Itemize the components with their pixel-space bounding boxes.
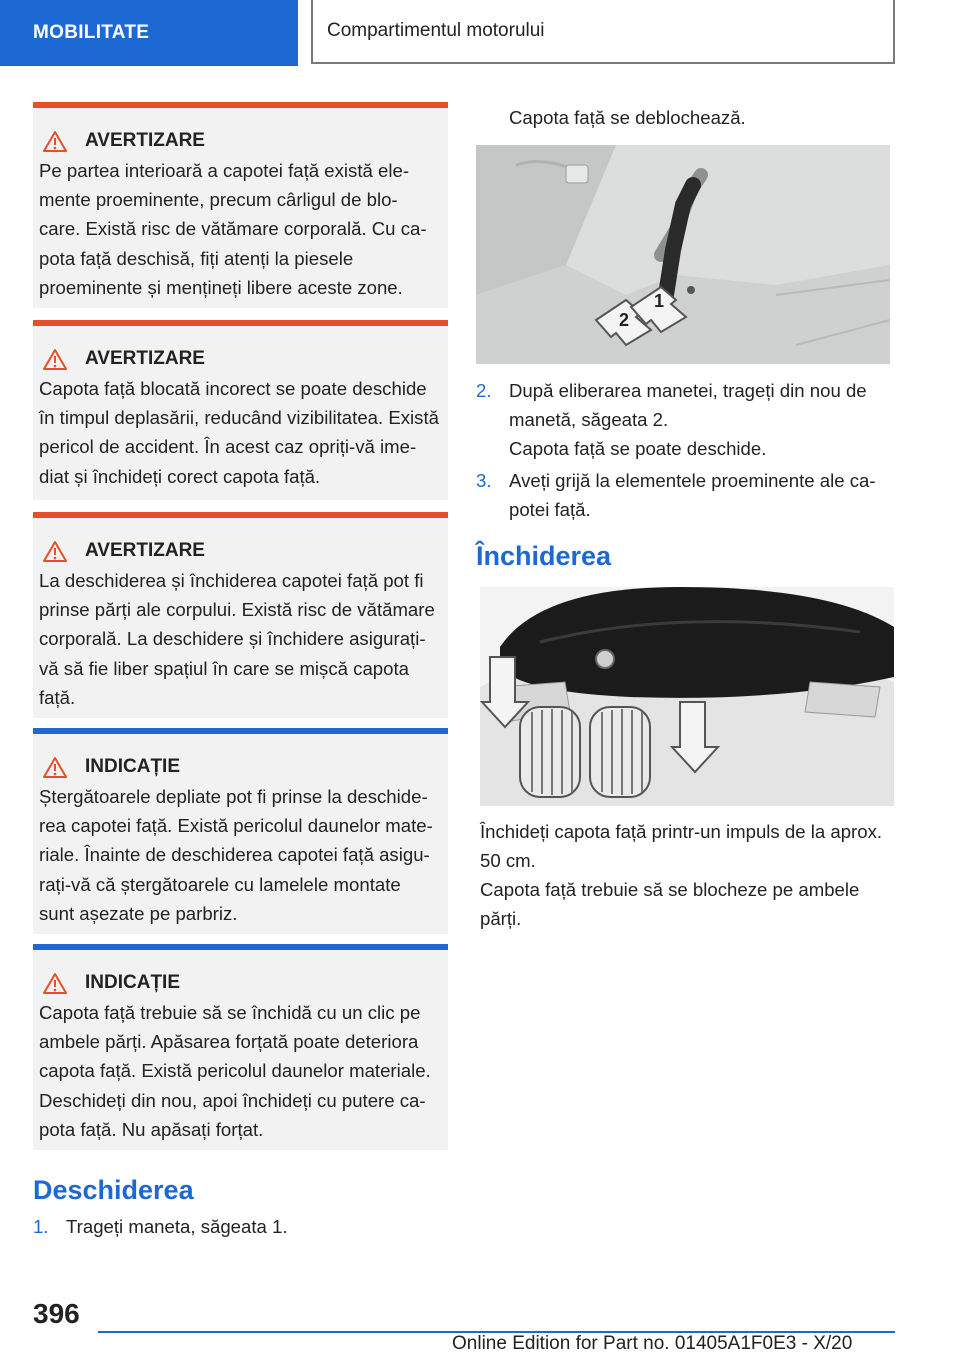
text-line: Trageți maneta, săgeata 1. [66,1216,288,1237]
step-number: 2. [476,380,492,401]
closing-paragraph-1 [480,817,900,875]
box-text [39,782,438,928]
text-line: proeminente și mențineți libere aceste zone. [39,276,403,298]
warning-box [33,320,448,500]
arrow-2-label: 2 [619,310,630,330]
text-line: în timpul deplasării, reducând vizibilitatea. Există [39,407,439,429]
text-line: pericol de accident. În acest caz opriți-vă ime- [39,436,417,458]
step-2 [476,376,896,436]
edition-note: Online Edition for Part no. 01405A1F0E3 - X/20 [452,1333,853,1354]
text-line: rea capotei față. Există pericolul daunelor mate- [39,815,433,837]
text-line: față. [39,686,76,708]
step-1 [33,1212,448,1242]
text-line: părți. [480,908,522,930]
box-title-text: INDICAȚIE [85,972,180,993]
text-line: care. Există risc de vătămare corporală. Cu ca- [39,218,427,240]
warning-box [33,512,448,718]
text-line: Capota față trebuie să se închidă cu un clic pe [39,1002,421,1023]
box-title [43,128,438,154]
text-line: Capota față blocată incorect se poate deschide [39,378,427,399]
box-title [43,346,438,372]
text-line: diat și închideți corect capota față. [39,465,321,487]
closing-paragraph-2 [480,875,900,933]
text-line: Aveți grijă la elementele proeminente ale ca- [509,470,876,491]
warning-triangle-icon [43,756,67,778]
box-title [43,754,438,780]
box-title [43,538,438,564]
text-line: La deschiderea și închiderea capotei față pot fi [39,570,424,591]
step-2-result: Capota față se poate deschide. [509,438,767,459]
text-line: Capota față trebuie să se blocheze pe ambele [480,879,860,900]
chapter-title: Compartimentul motorului [311,0,895,64]
unlock-text: Capota față se deblochează. [509,107,746,128]
text-line: ambele părți. Apăsarea forțată poate deteriora [39,1031,419,1053]
warning-triangle-icon [43,348,67,370]
closing-hood-image [480,587,894,806]
text-line: capota față. Există pericolul daunelor materiale. [39,1060,431,1082]
text-line: vă să fie liber spațiul în care se mișcă capota [39,657,409,679]
text-line: sunt așezate pe parbriz. [39,902,238,924]
box-text [39,998,438,1144]
text-line: rați-vă că ștergătoarele cu lamelele montate [39,873,401,895]
step-text [66,1212,288,1241]
arrow-1-label: 1 [654,291,665,311]
step-number: 1. [33,1216,49,1237]
release-lever-illustration [476,145,890,364]
car-front-illustration [480,587,894,806]
release-lever-image [476,145,890,364]
step-3 [476,466,896,526]
heading-closing: Închiderea [476,541,612,571]
warning-triangle-icon [43,540,67,562]
step-text [509,466,876,524]
section-tab: MOBILITATE [0,0,298,66]
notice-box [33,944,448,1150]
page-number: 396 [33,1298,80,1329]
text-line: riale. Înainte de deschiderea capotei față asigu- [39,844,430,866]
step-text [509,376,867,434]
text-line: Ștergătoarele depliate pot fi prinse la deschide- [39,786,428,807]
text-line: mente proeminente, precum cârligul de blo- [39,189,398,211]
warning-triangle-icon [43,972,67,994]
text-line: pota față deschisă, fiți atenți la piesele [39,247,354,269]
box-title [43,970,438,996]
text-line: Închideți capota față printr-un impuls de la aprox. [480,821,883,842]
box-title-text: AVERTIZARE [85,540,205,561]
step-number: 3. [476,470,492,491]
text-line: Deschideți din nou, apoi închideți cu putere ca- [39,1089,426,1111]
text-line: După eliberarea manetei, trageți din nou de [509,380,867,401]
notice-box [33,728,448,934]
box-text [39,374,438,491]
text-line: potei față. [509,499,591,521]
text-line: pota față. Nu apăsați forțat. [39,1118,264,1140]
warning-box [33,102,448,308]
text-line: prinse părți ale corpului. Există risc de vătămare [39,599,435,621]
box-title-text: INDICAȚIE [85,756,180,777]
warning-triangle-icon [43,130,67,152]
box-title-text: AVERTIZARE [85,130,205,151]
text-line: corporală. La deschidere și închidere asigurați- [39,628,426,650]
text-line: 50 cm. [480,850,536,872]
box-text [39,156,438,302]
heading-opening: Deschiderea [33,1175,194,1205]
box-title-text: AVERTIZARE [85,348,205,369]
text-line: Pe partea interioară a capotei față există ele- [39,160,410,181]
text-line: manetă, săgeata 2. [509,409,669,431]
box-text [39,566,438,712]
